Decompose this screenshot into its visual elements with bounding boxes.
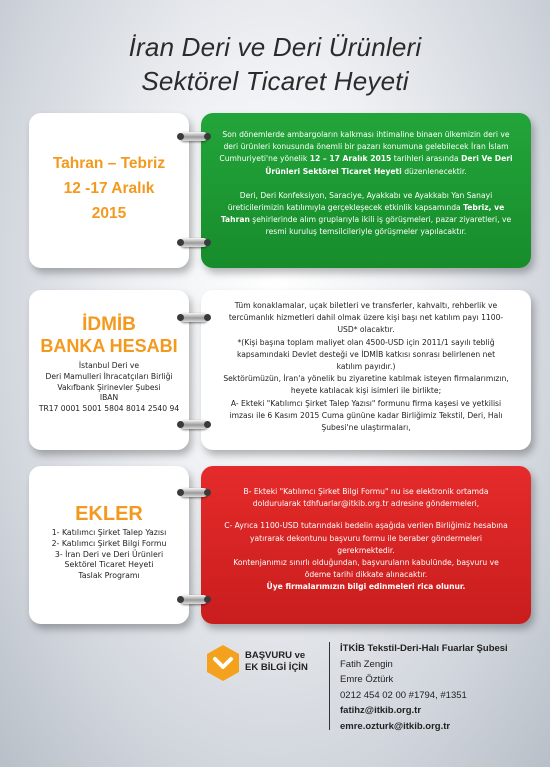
application-paragraph-quota: Kontenjanımız sınırlı olduğundan, başvuruların kabulünde, başvuru ve ödeme tarihi dikkate alınacaktır. [233, 558, 499, 580]
contact-email-link[interactable]: fatihz@itkib.org.tr [340, 705, 422, 716]
footer-divider [329, 642, 330, 730]
attachments-card [29, 466, 189, 624]
application-info-label [245, 650, 308, 674]
participation-paragraph-4: A- Ekteki "Katılımcı Şirket Talep Yazısı" formunu firma kaşesi ve yetkilisi imzası ile 6 Kasım 2015 Cuma gününe kadar Birliğimiz Tekstil, Deri, Halı Şubesi'ne ulaştırmaları, [229, 398, 503, 433]
participation-card [201, 290, 531, 450]
intro-card [201, 113, 531, 268]
binder-ring [180, 313, 208, 322]
iban-number: TR17 0001 5001 5804 8014 2540 94 [38, 404, 180, 414]
dates-card [29, 113, 189, 268]
contact-phone: 0212 454 02 00 #1794, #1351 [340, 689, 467, 701]
attachment-item: 1- Katılımcı Şirket Talep Yazısı [51, 528, 167, 537]
application-card [201, 466, 531, 624]
date-range-text: 12 -17 Aralık [63, 180, 155, 197]
intro-paragraph-2: Deri, Deri Konfeksiyon, Saraciye, Ayakkabı ve Ayakkabı Yan Sanayi üreticilerimizin katılımıyla gerçekleşecek etkinlik kapsamında Tebriz, ve Tahran şehirlerinde alım gruplarıyla ikili iş görüşmeleri, pazar ziyaretleri, ve resmi kuruluş temsilcileriyle görüşmeler yapılacaktır. [220, 190, 512, 237]
contact-name: Emre Öztürk [340, 674, 394, 685]
application-paragraph-notice: Üye firmalarımızın bilgi edinmeleri rica olunur. [266, 582, 466, 592]
bank-line: IBAN [99, 393, 119, 403]
title-line-2: Sektörel Ticaret Heyeti [141, 66, 409, 96]
bank-heading-2: BANKA HESABI [40, 336, 178, 356]
bank-line: İstanbul Deri ve [78, 361, 140, 370]
attachment-item: Taslak Programı [78, 571, 140, 581]
page-title [0, 30, 550, 98]
label-line: EK BİLGİ İÇİN [245, 662, 308, 673]
bank-details [29, 361, 189, 415]
contact-name: Fatih Zengin [340, 658, 393, 670]
label-line: BAŞVURU ve [245, 650, 306, 661]
attachments-list [29, 528, 189, 582]
chevron-down-icon [206, 644, 240, 682]
attachments-heading: EKLER [75, 503, 143, 525]
binder-ring [180, 595, 208, 604]
participation-paragraph-1: Tüm konaklamalar, uçak biletleri ve transferler, kahvaltı, rehberlik ve tercümanlık hizmetleri dahil olmak üzere kişi başı net katılım payı 1100-USD* olacaktır. [228, 301, 504, 335]
application-paragraph-c: C- Ayrıca 1100-USD tutarındaki bedelin aşağıda verilen Birliğimiz hesabına yatırarak dekontunu başvuru formu ile beraber göndermeleri gerekmektedir. [224, 521, 508, 555]
title-line-1: İran Deri ve Deri Ürünleri [128, 32, 422, 62]
participation-paragraph-2: *(Kişi başına toplam maliyet olan 4500-USD için 2011/1 sayılı tebliğ kapsamındaki Devlet desteği ve İDMİB katkısı sonrası belirlenen net katılım payıdır.) [236, 337, 496, 372]
year-text: 2015 [91, 205, 127, 222]
attachment-item: 2- Katılımcı Şirket Bilgi Formu [51, 538, 167, 548]
binder-ring [180, 238, 208, 247]
bank-account-card [29, 290, 189, 450]
participation-paragraph-3: Sektörümüzün, İran'a yönelik bu ziyaretine katılmak isteyen firmalarımızın, heyete katılacak kişi isimleri ile birlikte; [223, 374, 509, 396]
department-name: İTKİB Tekstil-Deri-Halı Fuarlar Şubesi [340, 643, 508, 654]
contact-info [340, 641, 508, 734]
bank-line: Vakıfbank Şirinevler Şubesi [57, 382, 161, 392]
bank-heading-1: İDMİB [82, 314, 136, 335]
contact-email-link[interactable]: emre.ozturk@itkib.org.tr [340, 720, 451, 732]
intro-paragraph-1: Son dönemlerde ambargoların kalkması ihtimaline binaen ülkemizin deri ve deri ürünleri konusunda önemli bir pazarı konumuna gelebilecek İran İslam Cumhuriyeti'ne yönelik 12 – 17 Aralık 2015 tarihleri arasında Deri Ve Deri Ürünleri Sektörel Ticaret Heyeti düzenlenecektir. [219, 130, 513, 176]
bank-line: Deri Mamulleri İhracatçıları Birliği [45, 371, 173, 381]
attachment-item: Sektörel Ticaret Heyeti [64, 560, 154, 570]
binder-ring [180, 132, 208, 141]
attachment-item: 3- İran Deri ve Deri Ürünleri [54, 549, 164, 559]
binder-ring [180, 420, 208, 429]
binder-ring [180, 488, 208, 497]
application-paragraph-b: B- Ekteki "Katılımcı Şirket Bilgi Formu" nu ise elektronik ortamda doldurularak tdhfuarlar@itkib.org.tr adresine göndermeleri, [243, 487, 489, 509]
destination-text: Tahran – Tebriz [52, 155, 166, 172]
